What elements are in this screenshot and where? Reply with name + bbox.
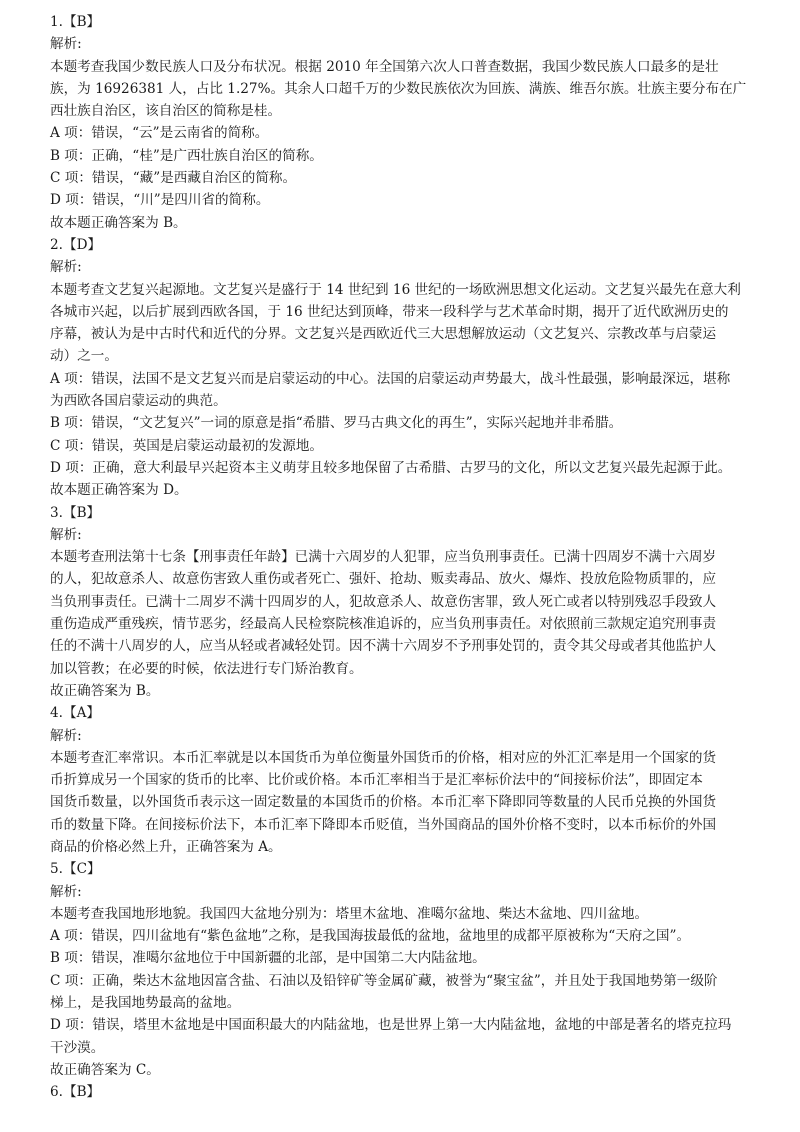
text-line: A 项：错误，法国不是文艺复兴而是启蒙运动的中心。法国的启蒙运动声势最大，战斗性最强，影响最深远，堪称 xyxy=(50,370,731,387)
text-line: 族，为 16926381 人，占比 1.27%。其余人口超千万的少数民族依次为回族、满族、维吾尔族。壮族主要分布在广 xyxy=(50,80,747,97)
text-line: 商品的价格必然上升，正确答案为 A。 xyxy=(50,838,282,855)
text-line: 任的不满十八周岁的人，应当从轻或者减轻处罚。因不满十六周岁不予刑事处罚的，责令其父母或者其他监护人 xyxy=(50,638,717,655)
text-line: 4.【A】 xyxy=(50,705,100,722)
text-line: 的人，犯故意杀人、故意伤害致人重伤或者死亡、强奸、抢劫、贩卖毒品、放火、爆炸、投放危险物质罪的，应 xyxy=(50,571,717,588)
text-line: C 项：错误，“藏”是西藏自治区的简称。 xyxy=(50,170,297,187)
text-line: 故正确答案为 C。 xyxy=(50,1061,160,1078)
text-line: 解析: xyxy=(50,883,82,900)
text-line: D 项：错误，塔里木盆地是中国面积最大的内陆盆地，也是世界上第一大内陆盆地，盆地的中部是著名的塔克拉玛 xyxy=(50,1017,732,1034)
text-line: 本题考查刑法第十七条【刑事责任年龄】已满十六周岁的人犯罪，应当负刑事责任。已满十四周岁不满十六周岁 xyxy=(50,549,717,566)
text-line: 干沙漠。 xyxy=(50,1039,105,1056)
text-line: B 项：正确，“桂”是广西壮族自治区的简称。 xyxy=(50,147,323,164)
text-line: 1.【B】 xyxy=(50,14,101,30)
text-line: 6.【B】 xyxy=(50,1084,101,1101)
text-line: 解析: xyxy=(50,259,82,276)
text-line: 梯上，是我国地势最高的盆地。 xyxy=(50,995,241,1012)
text-line: A 项：错误，“云”是云南省的简称。 xyxy=(50,125,269,142)
text-line: 各城市兴起，以后扩展到西欧各国，于 16 世纪达到顶峰，带来一段科学与艺术革命时期，揭开了近代欧洲历史的 xyxy=(50,303,729,320)
text-line: 本题考查我国少数民族人口及分布状况。根据 2010 年全国第六次人口普查数据，我国少数民族人口最多的是壮 xyxy=(50,58,719,75)
text-line: 5.【C】 xyxy=(50,861,101,878)
text-line: C 项：错误，英国是启蒙运动最初的发源地。 xyxy=(50,437,324,454)
text-line: 故本题正确答案为 B。 xyxy=(50,214,187,231)
text-line: 解析: xyxy=(50,727,82,744)
text-line: 3.【B】 xyxy=(50,504,101,521)
text-line: 为西欧各国启蒙运动的典范。 xyxy=(50,393,227,410)
text-line: C 项：正确，柴达木盆地因富含盐、石油以及铅锌矿等金属矿藏，被誉为“聚宝盆”，并且处于我国地势第一级阶 xyxy=(50,972,718,989)
text-line: 当负刑事责任。已满十二周岁不满十四周岁的人，犯故意杀人、故意伤害罪，致人死亡或者以特别残忍手段致人 xyxy=(50,593,717,610)
text-line: 动）之一。 xyxy=(50,348,118,365)
text-line: 本题考查文艺复兴起源地。文艺复兴是盛行于 14 世纪到 16 世纪的一场欧洲思想文化运动。文艺复兴最先在意大利 xyxy=(50,281,741,298)
text-line: B 项：错误，“文艺复兴”一词的原意是指“希腊、罗马古典文化的再生”，实际兴起地并非希腊。 xyxy=(50,415,623,432)
text-line: D 项：错误，“川”是四川省的简称。 xyxy=(50,192,270,209)
text-line: 币折算成另一个国家的货币的比率、比价或价格。本币汇率相当于是汇率标价法中的“间接标价法”，即固定本 xyxy=(50,772,703,789)
text-line: 本题考查我国地形地貌。我国四大盆地分别为：塔里木盆地、准噶尔盆地、柴达木盆地、四川盆地。 xyxy=(50,905,649,922)
text-line: 故正确答案为 B。 xyxy=(50,682,160,699)
text-line: 2.【D】 xyxy=(50,236,102,253)
text-line: B 项：错误，准噶尔盆地位于中国新疆的北部，是中国第二大内陆盆地。 xyxy=(50,950,486,967)
text-line: 序幕，被认为是中古时代和近代的分界。文艺复兴是西欧近代三大思想解放运动（文艺复兴、宗教改革与启蒙运 xyxy=(50,326,717,343)
text-line: 币的数量下降。在间接标价法下，本币汇率下降即本币贬值，当外国商品的国外价格不变时，以本币标价的外国 xyxy=(50,816,717,833)
text-line: 加以管教；在必要的时候，依法进行专门矫治教育。 xyxy=(50,660,363,677)
text-line: 重伤造成严重残疾，情节恶劣，经最高人民检察院核准追诉的，应当负刑事责任。对依照前三款规定追究刑事责 xyxy=(50,616,717,633)
text-line: 本题考查汇率常识。本币汇率就是以本国货币为单位衡量外国货币的价格，相对应的外汇汇率是用一个国家的货 xyxy=(50,749,717,766)
text-line: 国货币数量，以外国货币表示这一固定数量的本国货币的价格。本币汇率下降即同等数量的人民币兑换的外国货 xyxy=(50,794,717,811)
text-line: 解析: xyxy=(50,36,82,53)
text-line: A 项：错误，四川盆地有“紫色盆地”之称，是我国海拔最低的盆地，盆地里的成都平原被称为“天府之国”。 xyxy=(50,928,691,945)
text-line: 解析: xyxy=(50,526,82,543)
text-line: 西壮族自治区，该自治区的简称是桂。 xyxy=(50,103,282,120)
text-line: D 项：正确，意大利最早兴起资本主义萌芽且较多地保留了古希腊、古罗马的文化，所以文艺复兴最先起源于此。 xyxy=(50,459,732,476)
text-line: 故本题正确答案为 D。 xyxy=(50,482,188,499)
